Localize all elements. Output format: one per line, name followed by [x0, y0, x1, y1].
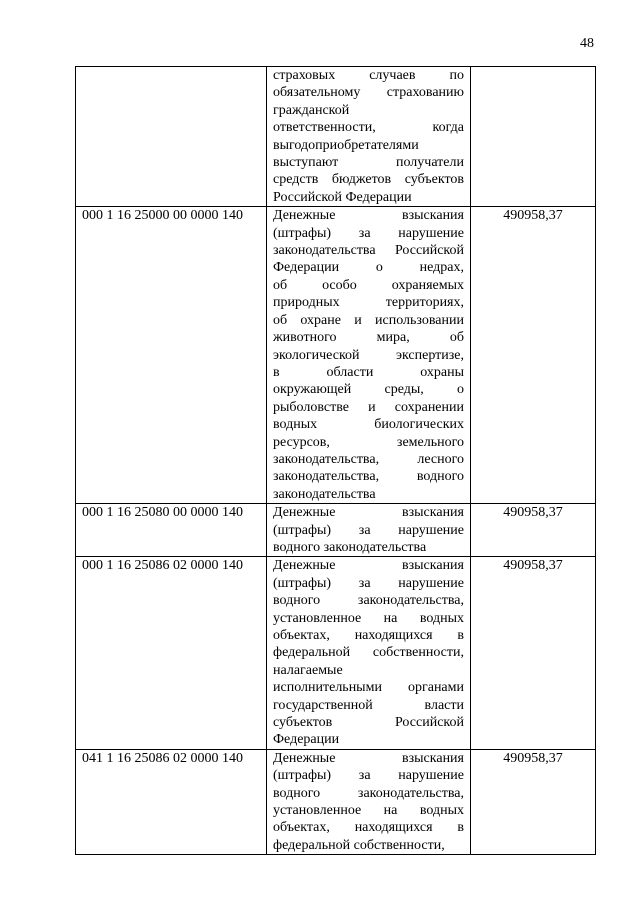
- revenue-name-line: окружающей среды, о: [273, 382, 464, 398]
- revenue-name-cell: [267, 749, 471, 854]
- revenue-name-line: экологической экспертизе,: [273, 347, 464, 363]
- revenue-name-line: (штрафы) за нарушение: [273, 225, 464, 241]
- table-row: [76, 749, 596, 854]
- revenue-name-line: (штрафы) за нарушение: [273, 575, 464, 591]
- revenue-name-line: природных территориях,: [273, 295, 464, 311]
- revenue-name-line: водных биологических: [273, 417, 464, 433]
- table-row: [76, 67, 596, 207]
- revenue-name-line: законодательства, лесного: [273, 451, 464, 467]
- classification-code-cell: 000 1 16 25080 00 0000 140: [76, 504, 267, 557]
- revenue-name-line: Российской Федерации: [273, 189, 412, 205]
- revenue-name-line: выгодоприобретателями: [273, 137, 419, 153]
- table-row: [76, 504, 596, 557]
- revenue-name-cell: [267, 67, 471, 207]
- amount-cell: [471, 67, 596, 207]
- revenue-name-line: Денежные взыскания: [273, 505, 464, 521]
- revenue-name-line: страховых случаев по: [273, 68, 464, 83]
- table-row: [76, 207, 596, 504]
- revenue-name-line: государственной власти: [273, 697, 464, 713]
- revenue-name-line: водного законодательства,: [273, 593, 464, 609]
- amount-cell: 490958,37: [471, 557, 596, 749]
- classification-code-cell: 000 1 16 25086 02 0000 140: [76, 557, 267, 749]
- revenue-name-cell: [267, 504, 471, 557]
- revenue-name-line: (штрафы) за нарушение: [273, 522, 464, 538]
- revenue-name-line: установленное на водных: [273, 610, 464, 626]
- revenue-name-cell: [267, 557, 471, 749]
- revenue-name-line: федеральной собственности,: [273, 837, 445, 853]
- revenue-name-line: (штрафы) за нарушение: [273, 768, 464, 784]
- amount-cell: 490958,37: [471, 504, 596, 557]
- amount-cell: 490958,37: [471, 749, 596, 854]
- revenue-name-line: ответственности, когда: [273, 120, 464, 136]
- page-number: 48: [580, 36, 594, 51]
- revenue-name-line: водного законодательства,: [273, 785, 464, 801]
- revenue-name-line: в области охраны: [273, 364, 464, 380]
- revenue-name-line: законодательства Российской: [273, 243, 464, 259]
- revenue-name-line: об охране и использовании: [273, 312, 464, 328]
- revenue-name-line: об особо охраняемых: [273, 277, 464, 293]
- revenue-name-line: налагаемые: [273, 662, 343, 678]
- table-body: [76, 67, 596, 855]
- revenue-name-line: ресурсов, земельного: [273, 434, 464, 450]
- revenue-name-line: законодательства: [273, 486, 376, 502]
- revenue-name-cell: [267, 207, 471, 504]
- revenue-name-line: федеральной собственности,: [273, 645, 464, 661]
- revenue-name-line: выступают получатели: [273, 155, 464, 171]
- table-row: [76, 557, 596, 749]
- classification-code-cell: 000 1 16 25000 00 0000 140: [76, 207, 267, 504]
- amount-cell: 490958,37: [471, 207, 596, 504]
- revenue-name-line: Федерации: [273, 732, 340, 748]
- revenue-name-line: установленное на водных: [273, 803, 464, 819]
- revenue-name-line: субъектов Российской: [273, 715, 464, 731]
- revenue-name-line: гражданской: [273, 102, 350, 118]
- classification-code-cell: [76, 67, 267, 207]
- revenue-name-line: исполнительными органами: [273, 680, 464, 696]
- revenue-name-line: животного мира, об: [273, 330, 464, 346]
- budget-revenue-table: [75, 66, 596, 855]
- classification-code-cell: 041 1 16 25086 02 0000 140: [76, 749, 267, 854]
- revenue-name-line: Денежные взыскания: [273, 750, 464, 766]
- revenue-name-line: законодательства, водного: [273, 469, 464, 485]
- revenue-name-line: средств бюджетов субъектов: [273, 172, 464, 188]
- revenue-name-line: Денежные взыскания: [273, 558, 464, 574]
- revenue-name-line: рыболовстве и сохранении: [273, 399, 464, 415]
- revenue-name-line: объектах, находящихся в: [273, 820, 464, 836]
- revenue-name-line: Денежные взыскания: [273, 208, 464, 224]
- revenue-name-line: обязательному страхованию: [273, 85, 464, 101]
- revenue-name-line: Федерации о недрах,: [273, 260, 464, 276]
- revenue-name-line: объектах, находящихся в: [273, 628, 464, 643]
- revenue-name-line: водного законодательства: [273, 539, 427, 555]
